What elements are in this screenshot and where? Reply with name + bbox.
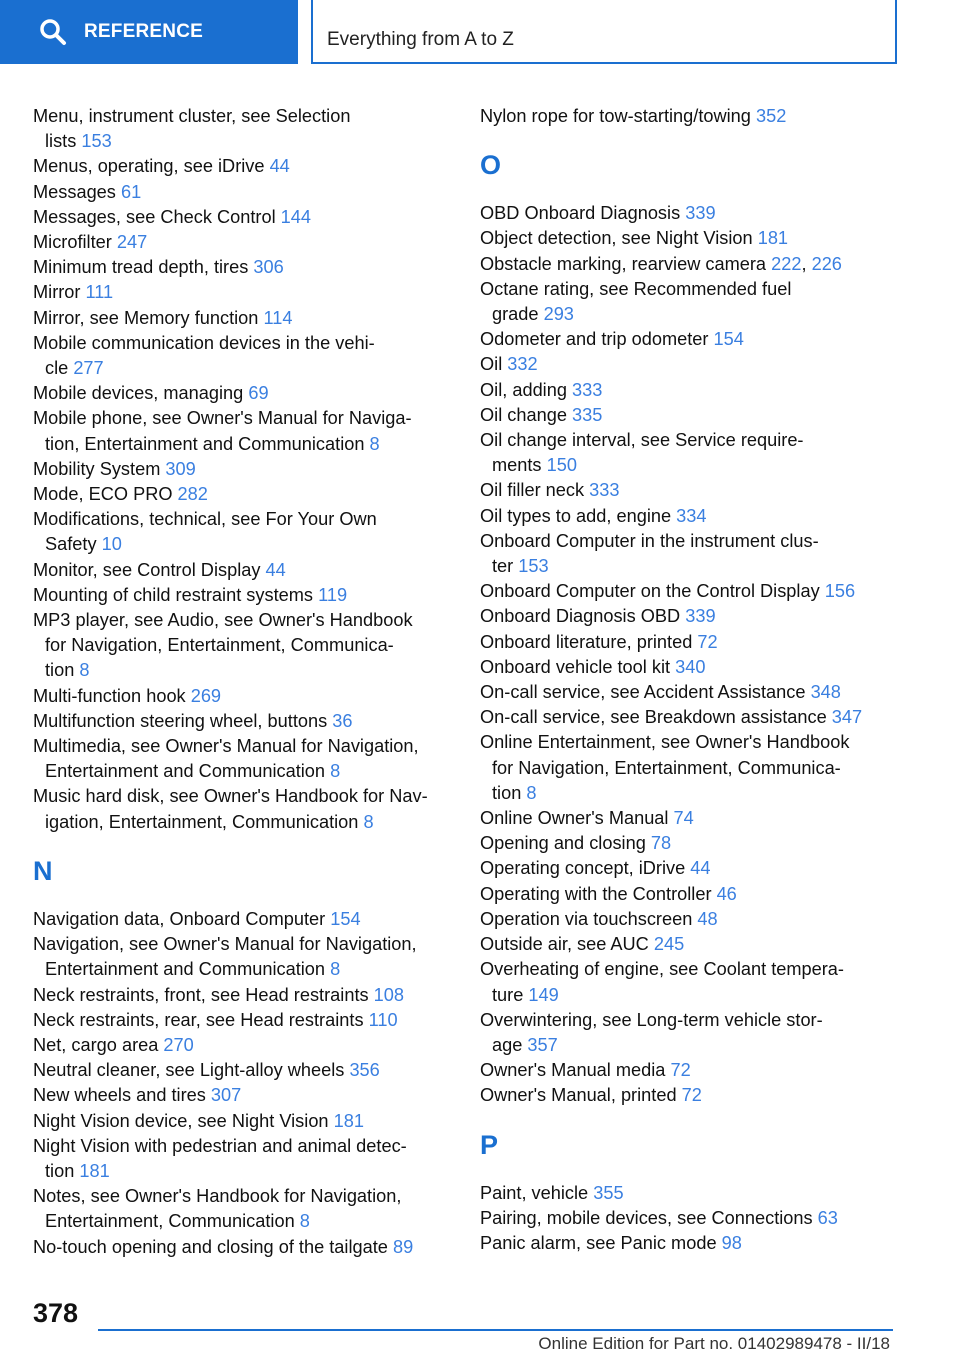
page-link[interactable]: 348 xyxy=(810,682,841,703)
page-link[interactable]: 8 xyxy=(330,761,341,782)
page-number: 378 xyxy=(33,1298,79,1328)
entry-text: Safety xyxy=(45,534,102,555)
page-link[interactable]: 44 xyxy=(265,559,286,580)
entry-text: Onboard Diagnosis OBD xyxy=(480,606,686,627)
entry-text: On-call service, see Accident Assistance xyxy=(480,682,811,703)
page-link[interactable]: 156 xyxy=(824,581,856,602)
page-link[interactable]: 108 xyxy=(373,984,405,1005)
entry-text: Outside air, see AUC xyxy=(480,934,654,955)
entry-text: Oil, adding xyxy=(480,379,573,400)
page-link[interactable]: 8 xyxy=(526,782,537,803)
entry-text: age xyxy=(492,1034,528,1055)
index-entry xyxy=(480,831,900,856)
search-icon xyxy=(38,17,68,47)
reference-tab[interactable] xyxy=(0,0,298,64)
index-entry xyxy=(33,406,453,456)
index-entry xyxy=(33,709,453,734)
index-entry xyxy=(33,457,453,482)
index-entry xyxy=(480,680,900,705)
section-letter: N xyxy=(33,855,53,886)
index-entry xyxy=(33,608,453,684)
page-link[interactable]: 245 xyxy=(653,934,685,955)
footer-divider xyxy=(98,1329,893,1331)
entry-text: tion xyxy=(492,782,527,803)
entry-text: Messages xyxy=(33,181,121,202)
index-entry xyxy=(480,882,900,907)
entry-text: for Navigation, Entertainment, Communica- xyxy=(492,757,841,778)
page-link[interactable]: 357 xyxy=(527,1034,558,1055)
index-entry xyxy=(480,504,900,529)
entry-text: Microfilter xyxy=(33,232,117,253)
index-entry xyxy=(33,558,453,583)
index-entry xyxy=(33,1083,453,1108)
entry-text: Paint, vehicle xyxy=(480,1182,594,1203)
page-link[interactable]: 111 xyxy=(85,282,114,303)
entry-text: On-call service, see Breakdown assistance xyxy=(480,707,832,728)
reference-label: REFERENCE xyxy=(84,21,203,42)
page-link[interactable]: 339 xyxy=(685,606,716,627)
page-link[interactable]: 72 xyxy=(681,1085,702,1106)
entry-text: No-touch opening and closing of the tailgate xyxy=(33,1236,393,1257)
entry-text: Oil filler neck xyxy=(480,480,590,501)
page-link[interactable]: 181 xyxy=(757,228,789,249)
index-column-right xyxy=(480,104,900,1256)
entry-text: Navigation data, Onboard Computer xyxy=(33,908,331,929)
index-entry xyxy=(480,478,900,503)
index-entry xyxy=(33,280,453,305)
entry-text: Onboard vehicle tool kit xyxy=(480,656,676,677)
entry-text: Menu, instrument cluster, see Selection xyxy=(33,106,351,126)
entry-text: Music hard disk, see Owner's Handbook for Nav- xyxy=(33,786,428,807)
entry-text: Online Owner's Manual xyxy=(480,808,674,829)
index-entry xyxy=(480,655,900,680)
index-entry xyxy=(33,331,453,381)
entry-text: MP3 player, see Audio, see Owner's Handbook xyxy=(33,610,413,631)
index-entry xyxy=(33,907,453,932)
entry-text: Overheating of engine, see Coolant tempera- xyxy=(480,959,844,980)
entry-text: Neck restraints, rear, see Head restraints xyxy=(33,1009,369,1030)
entry-text: Obstacle marking, rearview camera xyxy=(480,253,772,274)
index-entry xyxy=(33,784,453,834)
entry-text: Multimedia, see Owner's Manual for Navigation, xyxy=(33,736,419,757)
entry-text: Modifications, technical, see For Your Own xyxy=(33,509,377,530)
index-entry xyxy=(33,932,453,982)
page-link[interactable]: 309 xyxy=(165,458,196,479)
page-link[interactable]: 269 xyxy=(190,685,222,706)
index-entry xyxy=(480,1008,900,1058)
page-link[interactable]: 307 xyxy=(210,1085,242,1106)
page-link[interactable]: 72 xyxy=(670,1060,691,1081)
page-link[interactable]: 154 xyxy=(330,908,361,929)
index-entry xyxy=(480,327,900,352)
index-entry xyxy=(480,604,900,629)
page-link[interactable]: 339 xyxy=(685,203,716,224)
index-entry xyxy=(33,583,453,608)
page-link[interactable]: 110 xyxy=(368,1009,398,1030)
entry-text: Entertainment, Communication xyxy=(45,1211,300,1232)
page-link[interactable]: 352 xyxy=(755,106,787,126)
entry-text: Mounting of child restraint systems xyxy=(33,584,319,605)
entry-text: Operation via touchscreen xyxy=(480,908,698,929)
index-entry xyxy=(480,1058,900,1083)
index-entry xyxy=(480,352,900,377)
index-entry xyxy=(480,630,900,655)
entry-text: Owner's Manual, printed xyxy=(480,1085,682,1106)
index-entry: Obstacle marking, rearview camera 222, 226 xyxy=(480,253,842,274)
page-link[interactable]: 61 xyxy=(120,181,142,202)
section-letter: P xyxy=(480,1129,499,1160)
index-entry xyxy=(480,856,900,881)
index-entry xyxy=(480,806,900,831)
index-entry xyxy=(33,104,453,154)
entry-text: Entertainment and Communication xyxy=(45,959,331,980)
entry-text: igation, Entertainment, Communication xyxy=(45,811,364,832)
entry-text: Mobility System xyxy=(33,458,166,479)
entry-text: for Navigation, Entertainment, Communica- xyxy=(45,635,394,656)
index-entry xyxy=(33,734,453,784)
entry-text: Mobile communication devices in the vehi- xyxy=(33,332,375,353)
index-entry xyxy=(33,180,453,205)
entry-text: Oil change interval, see Service require- xyxy=(480,430,804,451)
entry-text: Night Vision with pedestrian and animal detec- xyxy=(33,1135,407,1156)
entry-text: Onboard Computer in the instrument clus- xyxy=(480,530,819,551)
page-link[interactable]: 293 xyxy=(543,304,574,325)
page-link[interactable]: 72 xyxy=(697,631,718,652)
entry-text: Pairing, mobile devices, see Connections xyxy=(480,1207,818,1228)
index-entry xyxy=(480,579,900,604)
entry-text: Overwintering, see Long-term vehicle stor- xyxy=(480,1009,823,1030)
edition-note: Online Edition for Part no. 01402989478 - II/18 xyxy=(538,1334,890,1353)
index-entry xyxy=(480,226,900,251)
index-entry xyxy=(33,154,453,179)
index-entry xyxy=(480,1181,900,1206)
page-link[interactable]: 8 xyxy=(79,660,90,681)
page-link[interactable]: 89 xyxy=(392,1236,414,1257)
index-entry xyxy=(33,1109,453,1134)
index-entry xyxy=(33,482,453,507)
entry-text: Night Vision device, see Night Vision xyxy=(33,1110,334,1131)
entry-text: Opening and closing xyxy=(480,833,651,854)
page-title-box xyxy=(311,0,897,64)
index-entry xyxy=(480,529,900,579)
entry-text: grade xyxy=(492,304,544,325)
index-entry xyxy=(480,1206,900,1231)
page-link[interactable]: 153 xyxy=(518,556,549,577)
index-entry xyxy=(33,255,453,280)
index-column-left xyxy=(33,104,453,1260)
entry-text: Onboard literature, printed xyxy=(480,631,698,652)
entry-text: Monitor, see Control Display xyxy=(33,559,266,580)
page-link[interactable]: 48 xyxy=(697,908,718,929)
entry-text: Navigation, see Owner's Manual for Navigation, xyxy=(33,934,417,955)
entry-text: ter xyxy=(492,556,519,577)
entry-text: Operating concept, iDrive xyxy=(480,858,691,879)
page-link[interactable]: 334 xyxy=(676,505,707,526)
index-entry xyxy=(480,378,900,403)
page-link[interactable]: 181 xyxy=(79,1160,110,1181)
entry-text: Object detection, see Night Vision xyxy=(480,228,758,249)
page-link[interactable]: 8 xyxy=(363,811,374,832)
page-link[interactable]: 333 xyxy=(572,379,603,400)
page-link[interactable]: 153 xyxy=(81,131,112,152)
entry-text: Operating with the Controller xyxy=(480,883,717,904)
page-link[interactable]: 355 xyxy=(593,1182,624,1203)
index-entry xyxy=(33,381,453,406)
index-entry xyxy=(480,104,900,129)
page-link[interactable]: 46 xyxy=(716,883,737,904)
page-link[interactable]: 247 xyxy=(116,232,148,253)
index-entry xyxy=(33,306,453,331)
index-entry xyxy=(33,507,453,557)
page-link[interactable]: 222 xyxy=(771,253,802,274)
entry-text: tion xyxy=(45,660,80,681)
index-entry xyxy=(480,907,900,932)
entry-text: OBD Onboard Diagnosis xyxy=(480,203,686,224)
page-link[interactable]: 144 xyxy=(280,206,312,227)
index-entry xyxy=(480,428,900,478)
page-link[interactable]: 10 xyxy=(101,534,122,555)
entry-text: Multi-function hook xyxy=(33,685,191,706)
page-link[interactable]: 282 xyxy=(177,484,208,505)
page-link[interactable]: 8 xyxy=(369,433,380,454)
entry-text: New wheels and tires xyxy=(33,1085,211,1106)
page-link[interactable]: 149 xyxy=(528,984,559,1005)
index-entry xyxy=(33,1008,453,1033)
section-letter: O xyxy=(480,150,502,181)
index-entry xyxy=(480,201,900,226)
index-entry xyxy=(480,932,900,957)
index-entry xyxy=(480,403,900,428)
entry-text: Oil xyxy=(480,354,508,375)
page-link[interactable]: 119 xyxy=(318,584,348,605)
page-link[interactable]: 340 xyxy=(675,656,706,677)
entry-text: Menus, operating, see iDrive xyxy=(33,156,270,177)
entry-text: Panic alarm, see Panic mode xyxy=(480,1232,722,1253)
entry-text: Nylon rope for tow-starting/towing xyxy=(480,106,756,126)
page-link[interactable]: 78 xyxy=(650,833,672,854)
entry-text: Mode, ECO PRO xyxy=(33,484,178,505)
entry-text: Multifunction steering wheel, buttons xyxy=(33,710,333,731)
page-link[interactable]: 114 xyxy=(263,307,293,328)
page-link[interactable]: 36 xyxy=(332,710,353,731)
entry-text: cle xyxy=(45,358,74,379)
entry-text: Neutral cleaner, see Light-alloy wheels xyxy=(33,1060,350,1081)
page-link[interactable]: 347 xyxy=(831,707,863,728)
entry-text: Messages, see Check Control xyxy=(33,206,281,227)
index-entry xyxy=(480,957,900,1007)
entry-text: Mirror, see Memory function xyxy=(33,307,264,328)
entry-text: Online Entertainment, see Owner's Handbook xyxy=(480,732,850,753)
page-link[interactable]: 8 xyxy=(299,1211,310,1232)
page-link[interactable]: 306 xyxy=(253,257,284,278)
page-link[interactable]: 44 xyxy=(269,156,290,177)
entry-text: Mirror xyxy=(33,282,86,303)
page-link[interactable]: 98 xyxy=(721,1232,742,1253)
index-entry xyxy=(33,205,453,230)
index-entry xyxy=(33,1134,453,1184)
entry-text: Net, cargo area xyxy=(33,1034,164,1055)
page-link[interactable]: 356 xyxy=(349,1060,380,1081)
page-link[interactable]: 154 xyxy=(713,329,744,350)
index-entry xyxy=(33,1058,453,1083)
entry-text: ture xyxy=(492,984,529,1005)
entry-text: Notes, see Owner's Handbook for Navigation, xyxy=(33,1186,402,1207)
page-link[interactable]: 333 xyxy=(589,480,620,501)
entry-text: Octane rating, see Recommended fuel xyxy=(480,278,792,299)
entry-text: ments xyxy=(492,455,547,476)
page-link[interactable]: 270 xyxy=(163,1034,194,1055)
index-entry xyxy=(480,730,900,806)
index-entry xyxy=(33,1184,453,1234)
page-link[interactable]: 74 xyxy=(673,808,694,829)
entry-text: Mobile devices, managing xyxy=(33,383,249,404)
index-entry xyxy=(480,1231,900,1256)
index-entry xyxy=(33,684,453,709)
page-link[interactable]: 63 xyxy=(817,1207,838,1228)
entry-text: Neck restraints, front, see Head restraints xyxy=(33,984,374,1005)
index-entry xyxy=(33,983,453,1008)
page-link[interactable]: 335 xyxy=(572,404,603,425)
page-link[interactable]: 150 xyxy=(546,455,577,476)
page-link[interactable]: 69 xyxy=(248,383,269,404)
entry-text: Entertainment and Communication xyxy=(45,761,331,782)
entry-text: Oil types to add, engine xyxy=(480,505,677,526)
page-link[interactable]: 44 xyxy=(690,858,711,879)
index-entry xyxy=(33,1235,453,1260)
page-link[interactable]: 8 xyxy=(330,959,341,980)
page-link[interactable]: 332 xyxy=(507,354,538,375)
entry-text: Owner's Manual media xyxy=(480,1060,671,1081)
entry-text: Mobile phone, see Owner's Manual for Naviga- xyxy=(33,408,412,429)
entry-text: Onboard Computer on the Control Display xyxy=(480,581,825,602)
index-entry xyxy=(33,230,453,255)
index-entry xyxy=(480,705,900,730)
entry-text: Oil change xyxy=(480,404,573,425)
page-link[interactable]: 226 xyxy=(811,253,842,274)
entry-text: Minimum tread depth, tires xyxy=(33,257,254,278)
index-entry xyxy=(480,1083,900,1108)
page-title: Everything from A to Z xyxy=(327,29,514,50)
index-entry xyxy=(33,1033,453,1058)
index-entry xyxy=(480,277,900,327)
page-link[interactable]: 277 xyxy=(73,358,104,379)
entry-text: Odometer and trip odometer xyxy=(480,329,714,350)
entry-text: tion xyxy=(45,1160,80,1181)
entry-text: tion, Entertainment and Communication xyxy=(45,433,370,454)
entry-text: lists xyxy=(45,131,82,152)
page-link[interactable]: 181 xyxy=(333,1110,364,1131)
